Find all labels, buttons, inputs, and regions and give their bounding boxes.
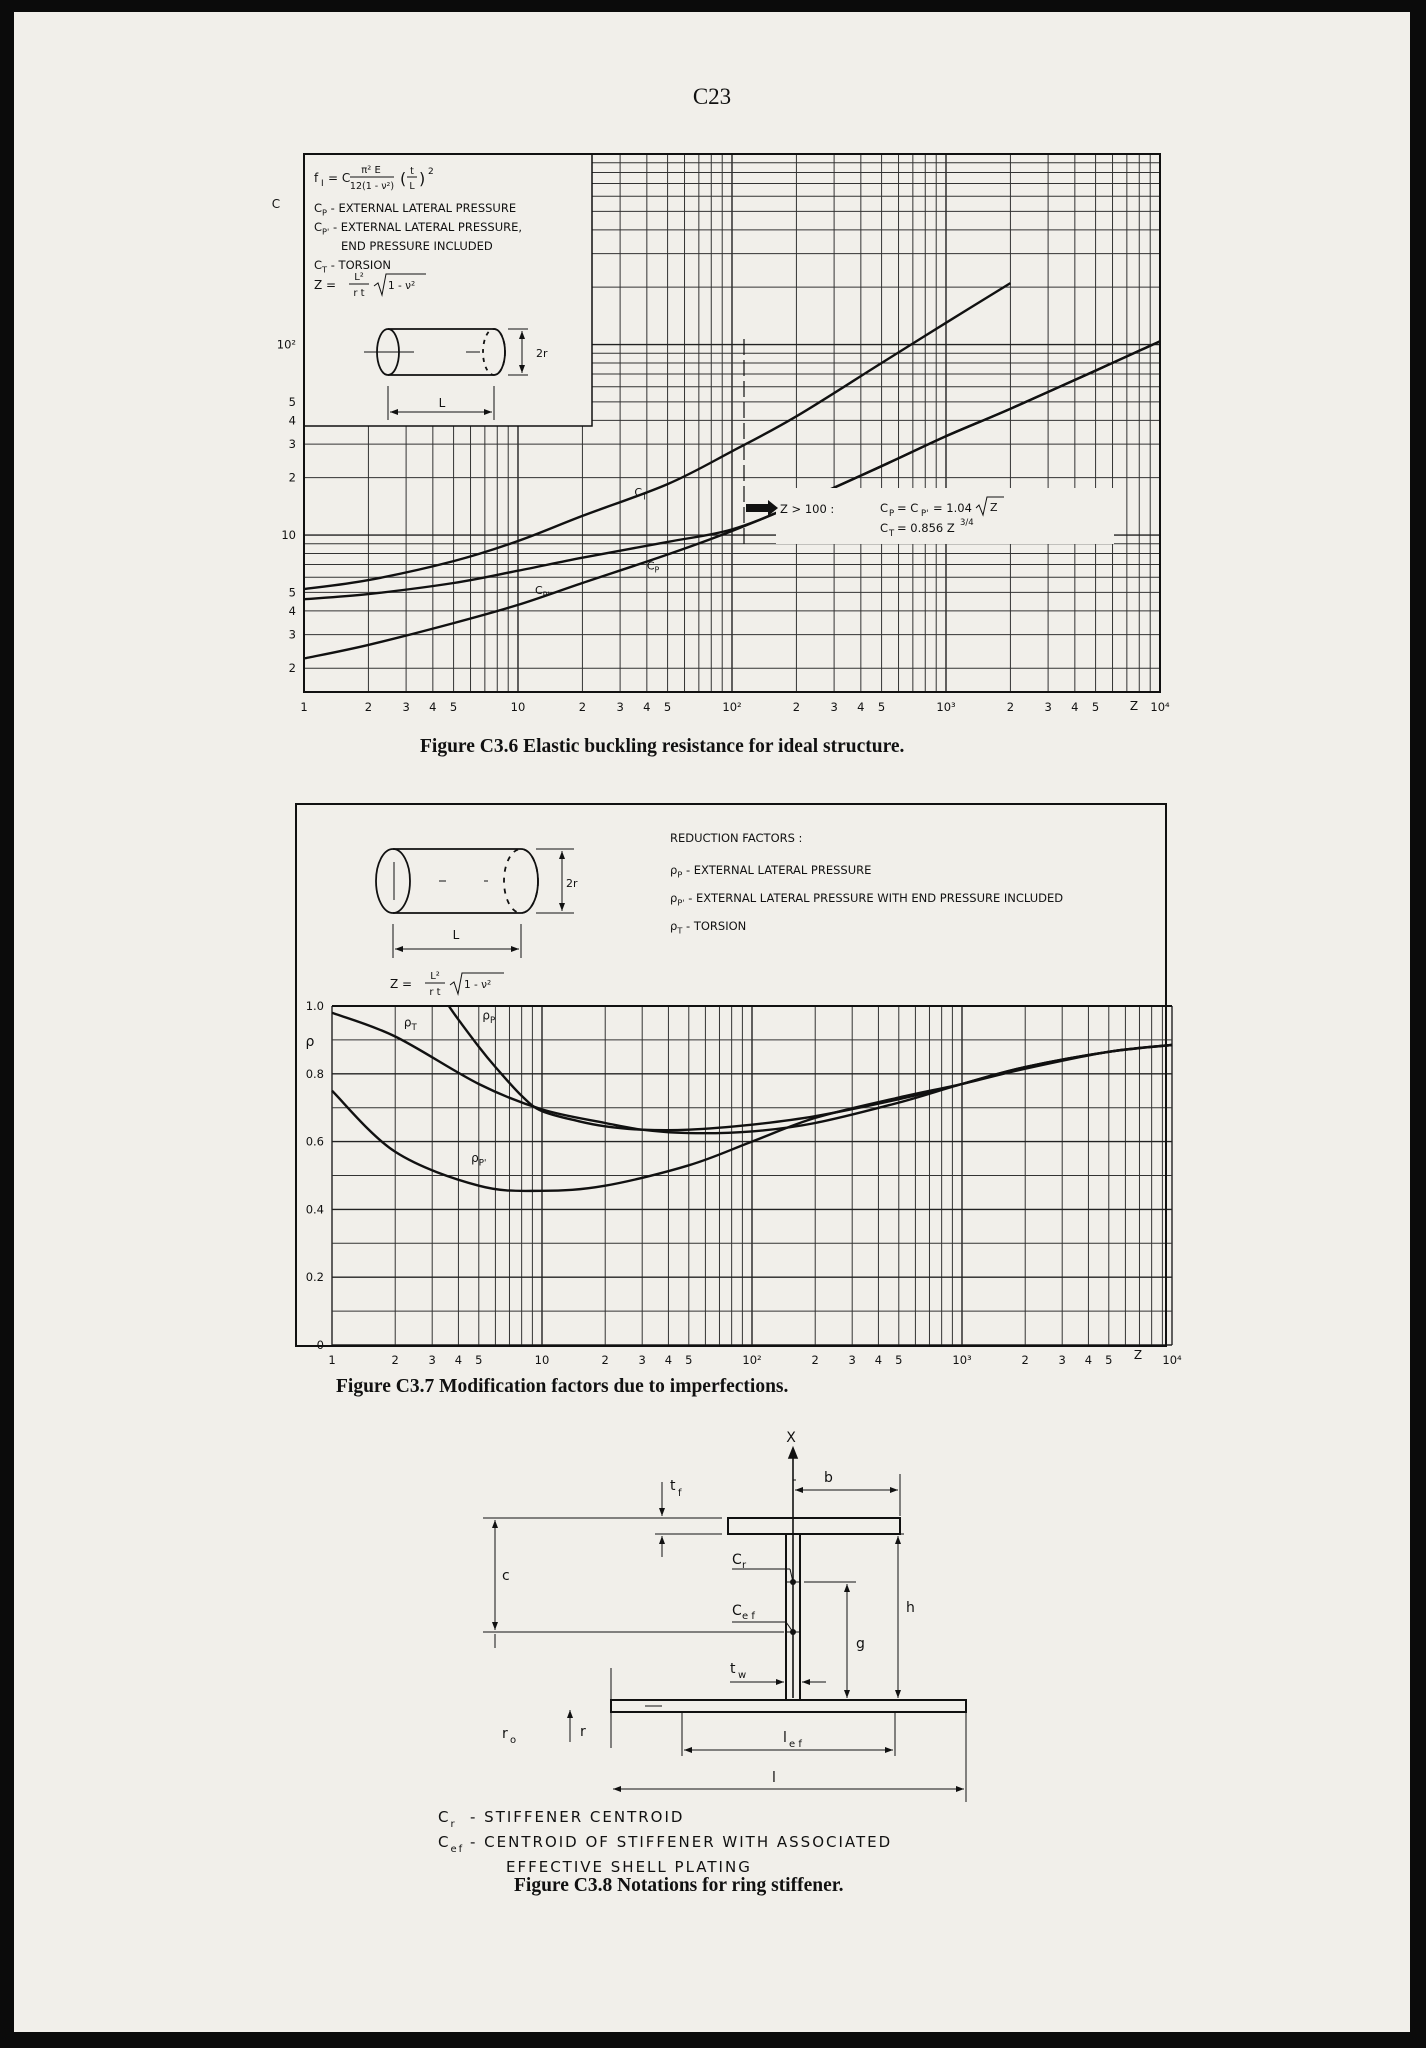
chart2-xtick: 5 [685, 1353, 693, 1367]
chart-elastic-buckling [14, 12, 1410, 2032]
asymptote-l2-c: C [880, 521, 889, 535]
chart2-ytick: 0.4 [305, 1202, 324, 1217]
chart2-legend-entry: $\rho_{P'}$ - EXTERNAL LATERAL PRESSURE WITH END PRESSURE INCLUDED [670, 891, 1064, 908]
stiffener-label-tf-sub: f [678, 1488, 682, 1499]
svg-text:r t: r t [429, 987, 441, 998]
chart1-curve-labels [535, 486, 660, 599]
chart2-curve-label: $\rho_T$ [403, 1015, 417, 1033]
svg-text:L²: L² [430, 971, 440, 982]
chart2-ytick: 0.2 [305, 1270, 324, 1285]
stiffener-label-cr-sub: r [742, 1560, 747, 1571]
chart1-xtick: 3 [1044, 700, 1052, 714]
chart2-xtick: 3 [1058, 1353, 1066, 1367]
asymptote-l1-sub1: P [889, 509, 895, 519]
chart1-legend-box [304, 154, 592, 426]
chart1-sketch-length: L [438, 396, 446, 410]
chart1-xtick: 3 [830, 700, 838, 714]
chart1-xtick: 2 [1006, 700, 1015, 714]
asymptote-l2-rhs: = 0.856 Z [897, 521, 955, 535]
chart1-xtick: 5 [449, 700, 458, 714]
chart2-cylinder-sketch [376, 849, 574, 958]
chart1-xtick: 2 [364, 700, 373, 714]
chart2-ticks [306, 999, 1182, 1367]
asymptote-l1-c: C [880, 501, 889, 515]
caption-fig-c3-8: Figure C3.8 Notations for ring stiffener. [514, 1875, 844, 1896]
chart1-ytick: 4 [288, 603, 296, 618]
chart2-outer-frame [296, 804, 1166, 1346]
chart2-xtick: 3 [428, 1353, 436, 1367]
chart2-ytick: 0.8 [305, 1066, 324, 1081]
chart2-ylabel: ρ [305, 1034, 315, 1050]
stiffener-label-x: X [786, 1430, 796, 1446]
chart1-xtick: 5 [877, 700, 886, 714]
stiffener-labels [502, 1430, 915, 1786]
chart1-ytick: 3 [288, 627, 296, 642]
chart2-xtick: 4 [1084, 1353, 1093, 1367]
chart2-xtick: 2 [601, 1353, 609, 1367]
chart2-xtick: 1 [328, 1353, 336, 1367]
chart1-xtick: 3 [616, 700, 624, 714]
chart1-curve-label: $C_T$ [634, 486, 647, 502]
chart2-sketch-diameter: 2r [566, 877, 578, 890]
chart1-xtick: 10⁴ [1150, 700, 1170, 714]
chart2-legend-entry: $\rho_T$ - TORSION [670, 919, 747, 936]
svg-text:): ) [419, 169, 426, 188]
stiffener-label-cef: C [732, 1603, 742, 1619]
asymptote-l2-sub: T [889, 529, 895, 539]
chart1-xtick: 5 [663, 700, 672, 714]
stiffener-label-c: c [502, 1568, 510, 1584]
stiffener-note-symbol: $C_{ef}$ [438, 1833, 465, 1855]
stiffener-note-text: EFFECTIVE SHELL PLATING [506, 1858, 752, 1876]
stiffener-label-r: r [580, 1724, 586, 1740]
chart2-xtick: 5 [1105, 1353, 1113, 1367]
chart1-ytick: 4 [288, 413, 296, 428]
chart2-ytick: 1.0 [305, 999, 324, 1013]
stiffener-label-g: g [856, 1636, 865, 1652]
chart1-ytick: 2 [288, 470, 296, 485]
z-root: 1 - ν² [388, 280, 416, 292]
chart1-xlabel: Z [1129, 699, 1139, 713]
caption-fig-c3-7: Figure C3.7 Modification factors due to imperfections. [336, 1376, 789, 1397]
stiffener-notes [438, 1808, 892, 1876]
chart1-xtick: 5 [1091, 700, 1100, 714]
chart2-xtick: 2 [1021, 1353, 1029, 1367]
chart1-xtick: 4 [1071, 700, 1079, 714]
chart2-xtick: 5 [895, 1353, 903, 1367]
chart2-xtick: 4 [454, 1353, 463, 1367]
chart2-legend-entry: $\rho_P$ - EXTERNAL LATERAL PRESSURE [670, 863, 872, 880]
chart1-xtick: 4 [857, 700, 865, 714]
asymptote-l1-mid: = C [897, 501, 919, 515]
stiffener-note-text: - CENTROID OF STIFFENER WITH ASSOCIATED [470, 1833, 893, 1851]
chart1-curve-label: $C_{P'}$ [534, 584, 550, 600]
stiffener-label-l: l [772, 1770, 776, 1786]
z-lhs: Z = [314, 278, 337, 292]
chart2-sketch-length: L [452, 928, 460, 942]
asymptote-cond: Z > 100 : [780, 502, 835, 516]
formula-num: π² E [361, 165, 381, 176]
chart1-xtick: 3 [402, 700, 410, 714]
chart2-curve-labels [404, 1009, 495, 1169]
stiffener-label-cr: C [732, 1552, 742, 1568]
document-page [14, 12, 1410, 2032]
chart2-xtick: 2 [811, 1353, 819, 1367]
chart2-xtick: 10⁴ [1162, 1353, 1182, 1367]
chart1-legend-entry: $C_{P'}$ - EXTERNAL LATERAL PRESSURE, [314, 220, 523, 237]
chart1-xtick: 4 [643, 700, 651, 714]
stiffener-note-symbol: $C_r$ [438, 1808, 457, 1830]
chart1-ytick: 3 [288, 437, 296, 452]
stiffener-label-tf: t [670, 1478, 676, 1494]
stiffener-diagram [483, 1448, 966, 1802]
z-den: r t [353, 288, 365, 299]
chart2-xtick: 10 [534, 1353, 550, 1367]
stiffener-label-tw: t [730, 1661, 736, 1677]
formula-rhs: = C [328, 171, 351, 185]
chart1-xtick: 2 [792, 700, 801, 714]
stiffener-label-cef-sub: e f [742, 1611, 755, 1622]
chart1-ylabel: C [271, 197, 281, 211]
chart1-xtick: 10 [510, 700, 526, 714]
chart1-xtick: 10² [722, 700, 742, 714]
chart1-legend-entry: $C_T$ - TORSION [314, 258, 391, 275]
chart2-xtick: 4 [874, 1353, 883, 1367]
formula-exp: 2 [428, 167, 434, 177]
chart2-z-formula [390, 971, 504, 998]
svg-text:(: ( [400, 169, 407, 188]
chart2-curve-ρ-p [449, 1006, 1172, 1130]
caption-fig-c3-6: Figure C3.6 Elastic buckling resistance for ideal structure. [420, 736, 905, 757]
chart2-xlabel: Z [1133, 1348, 1143, 1362]
stiffener-note-text: - STIFFENER CENTROID [470, 1808, 685, 1826]
formula-den: 12(1 - ν²) [349, 181, 395, 192]
stiffener-label-ro-sub: o [510, 1735, 517, 1746]
chart1-xtick: 2 [578, 700, 587, 714]
stiffener-label-h: h [906, 1600, 915, 1616]
svg-text:Z =: Z = [390, 977, 413, 991]
formula-sub: I [321, 179, 324, 189]
asymptote-l2-exp: 3/4 [960, 518, 974, 528]
asymptote-l1-root: Z [990, 501, 998, 514]
chart2-curve-label: $\rho_P$ [482, 1008, 496, 1027]
chart1-xtick: 1 [300, 700, 308, 714]
chart1-curve-label: $C_P$ [646, 559, 660, 575]
chart2-legend-lines [670, 863, 1063, 935]
svg-text:f: f [314, 171, 319, 185]
chart1-sketch-diameter: 2r [536, 347, 548, 360]
stiffener-label-tw-sub: w [738, 1670, 747, 1681]
chart1-xtick: 10³ [936, 700, 956, 714]
chart2-xtick: 5 [475, 1353, 483, 1367]
formula-ratio-den: L [409, 181, 415, 192]
chart2-grid [332, 1006, 1172, 1345]
chart1-legend-entry: END PRESSURE INCLUDED [341, 239, 493, 253]
chart1-ytick: 5 [288, 394, 296, 409]
chart2-curve-label: $\rho_{P'}$ [471, 1150, 487, 1169]
asymptote-l1-rhs: = 1.04 [933, 501, 972, 515]
chart1-legend-entry: $C_P$ - EXTERNAL LATERAL PRESSURE [314, 201, 517, 218]
chart2-xtick: 10³ [952, 1353, 972, 1367]
chart2-xtick: 2 [391, 1353, 399, 1367]
chart1-ytick: 10 [281, 528, 296, 543]
chart2-xtick: 3 [638, 1353, 646, 1367]
page-number: C23 [692, 84, 732, 109]
stiffener-label-b: b [824, 1470, 833, 1486]
formula-ratio-num: t [410, 166, 414, 177]
stiffener-label-lef: l [783, 1730, 787, 1746]
chart2-ytick: 0.6 [305, 1134, 324, 1149]
asymptote-l1-sub2: P' [921, 509, 929, 519]
chart1-ytick: 2 [288, 661, 296, 676]
chart1-xtick: 4 [429, 700, 437, 714]
chart2-xtick: 3 [848, 1353, 856, 1367]
z-num: L² [354, 272, 364, 283]
chart1-ytick: 5 [288, 585, 296, 600]
chart1-ytick: 10² [276, 337, 296, 352]
chart2-xtick: 10² [742, 1353, 762, 1367]
svg-text:1 - ν²: 1 - ν² [464, 979, 492, 991]
chart2-legend-title: REDUCTION FACTORS : [670, 831, 803, 845]
stiffener-label-ro: r [502, 1726, 508, 1742]
chart2-ytick: 0 [316, 1338, 324, 1352]
stiffener-label-lef-sub: e f [789, 1739, 802, 1750]
chart2-xtick: 4 [664, 1353, 673, 1367]
